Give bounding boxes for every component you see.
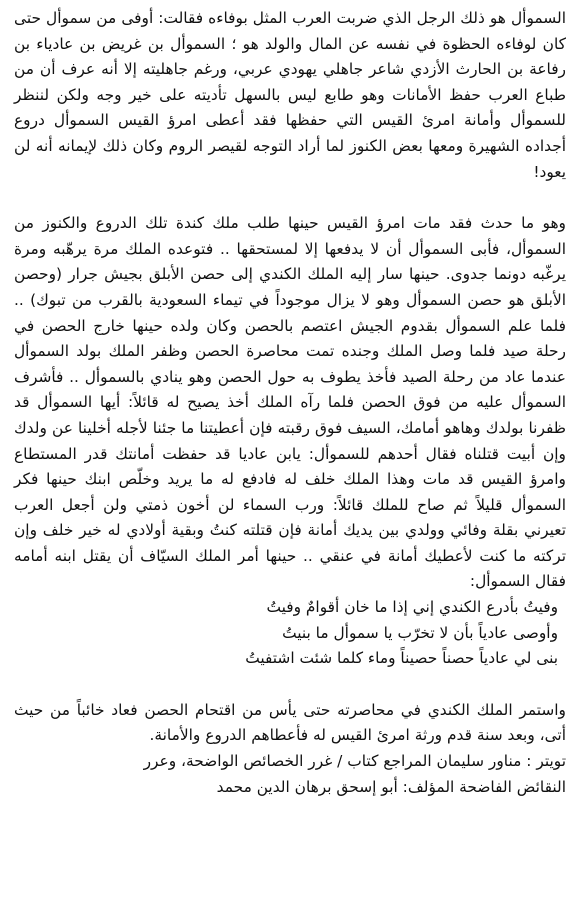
paragraph-intro: السموأل هو ذلك الرجل الذي ضربت العرب المثل بوفاءه فقالت: أوفى من سموأل حتى كان لوفاءه الحظوة في نفسه عن المال والولد هو ؛ السموأل بن غريض بن عادياء بن رفاعة بن الحارث الأزدي شاعر جاهلي يهودي عربي، ورغم جاهليته إلا أنه عرف أن من طباع العرب حفظ الأمانات وهو طابع ليس بالسهل تأديته على خير وجه ولكن لننظر للسموأل وأمانة امرئ القيس التي حفظها فقد أعطى امرؤ القيس السموأل دروع أجداده الشهيرة ومعها بعض الكنوز لما أراد التوجه لقيصر الروم وكان ذلك لإيمانه أنه لن يعود! — [14, 9, 566, 181]
paragraph-story: وهو ما حدث فقد مات امرؤ القيس حينها طلب ملك كندة تلك الدروع والكنوز من السموأل، فأبى السموأل أن لا يدفعها إلا لمستحقها .. فتوعده الملك مرة يرهّبه ومرة يرغّبه دونما جدوى. حينها سار إليه الملك الكندي إلى حصن الأبلق بجيش جرار (وحصن الأبلق هو حصن السموأل وهو لا يزال موجوداً في تيماء السعودية بالقرب من تبوك) .. فلما علم السموأل بقدوم الجيش اعتصم بالحصن وكان ولده حينها خارج الحصن في رحلة صيد فلما وصل الملك وجنده تمت محاصرة الحصن وظفر الملك بولد السموأل عندما عاد من رحلة الصيد فأخذ يطوف به حول الحصن وهو ينادي بالسموأل .. فأشرف السموأل عليه من فوق الحصن فلما رآه الملك أخذ يصيح له قائلاً: أيها السموأل قد ظفرنا بولدك وهاهو أمامك، السيف فوق رقبته فإن أعطيتنا ما جئنا لأجله أخلينا عن ولدك وإن أبيت قتلناه فقال أحدهم للسموأل: يابن عاديا قد حفظت أمانتك قدر المستطاع وامرؤ القيس قد مات وهذا الملك خلف له فادفع له ما يريد وخلّص ابنك حينها فكر السموأل قليلاً ثم صاح للملك قائلاً: ورب السماء لن أخون ذمتي ولن أجعل العرب تعيرني بقلة وفائي وولدي بين يديك أمانة فإن قتلته كنتُ وبقية أولادي له خير خلف وإن تركته ما كنت لأعطيك أمانة في عنقي .. حينها أمر الملك السيّاف أن يقتل ابنه أمامه فقال السموأل: — [14, 214, 566, 591]
paragraph-ending: واستمر الملك الكندي في محاصرته حتى يأس من اقتحام الحصن فعاد خائباً من حيث أتى، وبعد سنة قدم ورثة امرئ القيس له فأعطاهم الدروع والأمانة. — [14, 700, 566, 745]
poem-verse-2: وأوصى عادياً بأن لا تخرّب يا سموأل ما بنيتُ — [282, 623, 558, 642]
credits-line-2: النقائض الفاضحة المؤلف: أبو إسحق برهان الدين محمد — [216, 777, 566, 796]
paragraph-gap — [14, 185, 566, 211]
paragraph-gap — [14, 672, 566, 698]
poem-verse-1: وفيتُ بأدرع الكندي إني إذا ما خان أقوامٌ وفيتُ — [266, 598, 558, 617]
poem-verse-3: بنى لي عادياً حصناً حصيناً وماء كلما شئت اشتفيتُ — [245, 649, 558, 668]
credits-line-1: تويتر : مناور سليمان المراجع كتاب / غرر الخصائص الواضحة، وعرر — [143, 752, 566, 771]
